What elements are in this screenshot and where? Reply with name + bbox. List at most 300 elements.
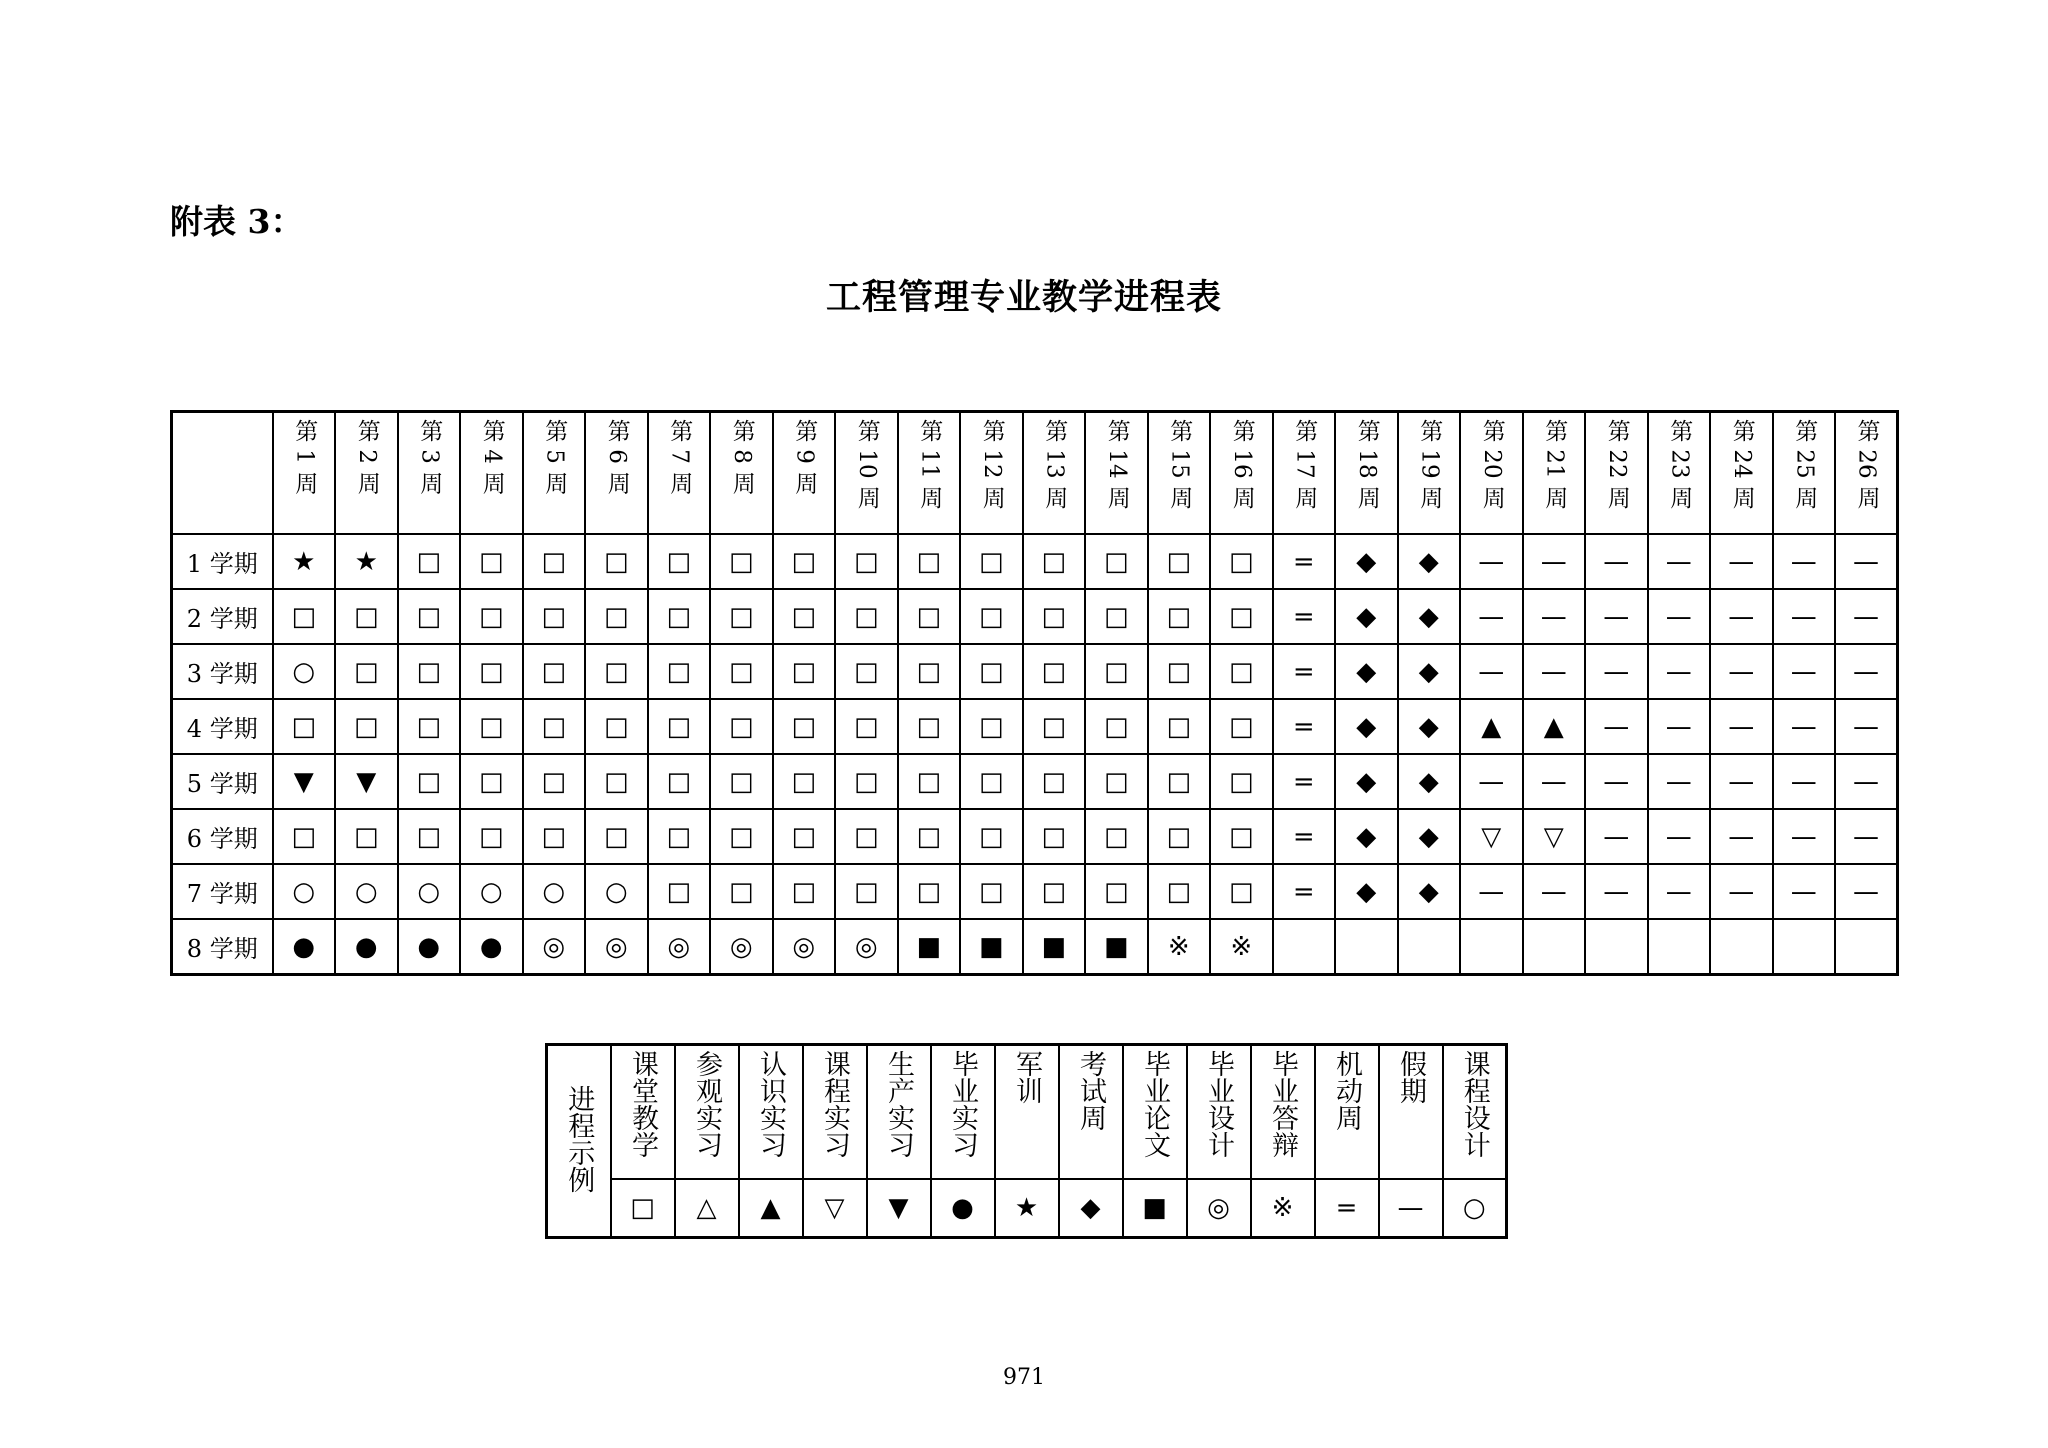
schedule-cell: □ [710, 864, 773, 919]
week-label: 第 17 周 [1291, 419, 1318, 509]
schedule-cell: □ [1210, 864, 1273, 919]
schedule-cell: — [1648, 644, 1711, 699]
schedule-cell: □ [585, 644, 648, 699]
schedule-cell: ▲ [1523, 699, 1586, 754]
schedule-cell: — [1523, 644, 1586, 699]
week-label: 第 6 周 [603, 419, 630, 495]
schedule-cell: ◆ [1335, 864, 1398, 919]
week-label: 第 20 周 [1478, 419, 1505, 509]
schedule-cell: □ [1085, 809, 1148, 864]
schedule-cell: ○ [273, 864, 336, 919]
semester-row [172, 754, 1898, 809]
legend-label-row [547, 1045, 1507, 1180]
schedule-cell: □ [585, 589, 648, 644]
schedule-cell: = [1273, 589, 1336, 644]
semester-row [172, 864, 1898, 919]
teaching-schedule-table [170, 410, 1899, 976]
week-header-cell [1335, 412, 1398, 535]
week-header-cell [1210, 412, 1273, 535]
schedule-cell: = [1273, 809, 1336, 864]
legend-label-cell [803, 1045, 867, 1180]
semester-row [172, 919, 1898, 975]
week-header-cell [1023, 412, 1086, 535]
legend-symbol: ■ [1123, 1179, 1187, 1238]
schedule-cell: □ [398, 644, 461, 699]
schedule-cell: □ [523, 534, 586, 589]
page-number: 971 [1003, 1365, 1045, 1390]
legend-label: 毕业答辩 [1267, 1050, 1299, 1158]
schedule-cell: — [1648, 699, 1711, 754]
week-header-cell [460, 412, 523, 535]
schedule-cell: □ [1085, 589, 1148, 644]
schedule-cell: □ [898, 699, 961, 754]
semester-label: 3 学期 [172, 644, 273, 699]
schedule-cell: □ [960, 864, 1023, 919]
schedule-cell: ◎ [835, 919, 898, 975]
schedule-cell: □ [648, 589, 711, 644]
schedule-cell: □ [960, 809, 1023, 864]
schedule-cell: — [1523, 589, 1586, 644]
schedule-cell: □ [710, 644, 773, 699]
schedule-cell: □ [835, 864, 898, 919]
schedule-cell: ※ [1148, 919, 1211, 975]
schedule-cell: — [1460, 644, 1523, 699]
week-label: 第 23 周 [1666, 419, 1693, 509]
schedule-cell: ◆ [1335, 754, 1398, 809]
schedule-cell: ◆ [1398, 809, 1461, 864]
schedule-cell: □ [960, 699, 1023, 754]
schedule-cell: ▼ [273, 754, 336, 809]
semester-row [172, 534, 1898, 589]
schedule-cell: ◆ [1335, 644, 1398, 699]
legend-label: 课程设计 [1458, 1050, 1490, 1158]
schedule-cell: ★ [335, 534, 398, 589]
schedule-cell: ○ [523, 864, 586, 919]
schedule-cell: □ [1210, 809, 1273, 864]
legend-heading: 进程示例 [563, 1085, 595, 1193]
legend-symbol: — [1379, 1179, 1443, 1238]
schedule-cell: □ [898, 864, 961, 919]
schedule-cell: ◆ [1398, 864, 1461, 919]
schedule-cell: ○ [273, 644, 336, 699]
schedule-cell: □ [335, 699, 398, 754]
schedule-cell: □ [273, 699, 336, 754]
schedule-cell: ● [273, 919, 336, 975]
schedule-cell: □ [460, 699, 523, 754]
schedule-cell: = [1273, 534, 1336, 589]
week-header-cell [1085, 412, 1148, 535]
legend-label: 考试周 [1075, 1050, 1107, 1131]
schedule-cell [1460, 919, 1523, 975]
schedule-cell: — [1523, 864, 1586, 919]
legend-symbol: ▲ [739, 1179, 803, 1238]
legend-symbol: ▽ [803, 1179, 867, 1238]
schedule-cell: — [1585, 644, 1648, 699]
schedule-cell: = [1273, 644, 1336, 699]
week-label: 第 13 周 [1041, 419, 1068, 509]
legend-symbol: ◆ [1059, 1179, 1123, 1238]
schedule-cell: — [1773, 754, 1836, 809]
schedule-cell: □ [398, 699, 461, 754]
week-label: 第 14 周 [1103, 419, 1130, 509]
schedule-cell: □ [1210, 644, 1273, 699]
legend-label: 参观实习 [691, 1050, 723, 1158]
legend-symbol: ※ [1251, 1179, 1315, 1238]
corner-cell [172, 412, 273, 535]
schedule-cell: □ [773, 809, 836, 864]
schedule-cell: □ [1148, 699, 1211, 754]
schedule-cell: □ [710, 534, 773, 589]
schedule-cell: — [1773, 589, 1836, 644]
document-title: 工程管理专业教学进程表 [825, 277, 1222, 318]
schedule-cell: □ [773, 864, 836, 919]
schedule-cell: ▲ [1460, 699, 1523, 754]
week-label: 第 21 周 [1541, 419, 1568, 509]
schedule-cell: ● [398, 919, 461, 975]
schedule-cell: ※ [1210, 919, 1273, 975]
schedule-cell: □ [1085, 644, 1148, 699]
legend-label-cell [867, 1045, 931, 1180]
schedule-cell [1648, 919, 1711, 975]
legend-label: 机动周 [1331, 1050, 1363, 1131]
schedule-cell: ◆ [1398, 699, 1461, 754]
schedule-cell: — [1835, 699, 1898, 754]
schedule-cell: □ [1085, 534, 1148, 589]
schedule-cell: □ [523, 699, 586, 754]
schedule-cell: □ [585, 699, 648, 754]
schedule-cell [1710, 919, 1773, 975]
schedule-cell: □ [1210, 699, 1273, 754]
schedule-cell: ○ [585, 864, 648, 919]
legend-label-cell [931, 1045, 995, 1180]
legend-symbol-row [547, 1179, 1507, 1238]
schedule-cell: — [1835, 864, 1898, 919]
schedule-cell: ◆ [1398, 534, 1461, 589]
schedule-cell: □ [460, 534, 523, 589]
schedule-cell: ★ [273, 534, 336, 589]
semester-label: 1 学期 [172, 534, 273, 589]
schedule-cell: ◆ [1335, 699, 1398, 754]
legend-label-cell [1315, 1045, 1379, 1180]
schedule-cell: □ [710, 699, 773, 754]
week-label: 第 12 周 [978, 419, 1005, 509]
schedule-cell: ◎ [523, 919, 586, 975]
schedule-cell: — [1523, 534, 1586, 589]
week-header-cell [773, 412, 836, 535]
legend-label: 课程实习 [819, 1050, 851, 1158]
week-label: 第 15 周 [1166, 419, 1193, 509]
schedule-cell: — [1585, 864, 1648, 919]
schedule-cell: — [1710, 864, 1773, 919]
schedule-cell: ● [460, 919, 523, 975]
legend-symbol: △ [675, 1179, 739, 1238]
schedule-cell: □ [648, 699, 711, 754]
week-header-cell [1648, 412, 1711, 535]
schedule-cell: — [1460, 864, 1523, 919]
schedule-cell: □ [960, 644, 1023, 699]
legend-label: 军训 [1011, 1050, 1043, 1104]
schedule-cell: — [1835, 644, 1898, 699]
schedule-cell: ■ [1085, 919, 1148, 975]
schedule-cell: = [1273, 699, 1336, 754]
week-label: 第 5 周 [541, 419, 568, 495]
schedule-cell: — [1710, 589, 1773, 644]
schedule-cell: □ [523, 754, 586, 809]
legend-label-cell [1443, 1045, 1507, 1180]
schedule-cell: □ [1210, 754, 1273, 809]
schedule-cell: □ [710, 589, 773, 644]
schedule-cell: □ [1148, 589, 1211, 644]
schedule-cell: — [1648, 534, 1711, 589]
schedule-cell: □ [898, 754, 961, 809]
week-header-cell [960, 412, 1023, 535]
schedule-cell: □ [1085, 864, 1148, 919]
schedule-cell: □ [960, 534, 1023, 589]
legend-label-cell [1059, 1045, 1123, 1180]
week-header-cell [710, 412, 773, 535]
schedule-cell: — [1585, 534, 1648, 589]
legend-symbol: □ [611, 1179, 675, 1238]
schedule-cell: ◎ [710, 919, 773, 975]
week-header-cell [1585, 412, 1648, 535]
week-label: 第 7 周 [666, 419, 693, 495]
schedule-cell: □ [335, 589, 398, 644]
semester-label: 2 学期 [172, 589, 273, 644]
schedule-cell [1835, 919, 1898, 975]
week-header-cell [1148, 412, 1211, 535]
schedule-cell: □ [835, 534, 898, 589]
week-label: 第 24 周 [1728, 419, 1755, 509]
schedule-cell: — [1710, 644, 1773, 699]
schedule-cell: □ [1023, 699, 1086, 754]
schedule-cell: □ [773, 589, 836, 644]
schedule-cell: — [1585, 699, 1648, 754]
schedule-cell: □ [648, 644, 711, 699]
schedule-cell: □ [1148, 754, 1211, 809]
week-header-cell [523, 412, 586, 535]
schedule-cell: □ [898, 534, 961, 589]
legend-table [545, 1043, 1508, 1239]
semester-label: 5 学期 [172, 754, 273, 809]
week-header-cell [585, 412, 648, 535]
schedule-cell: ▽ [1523, 809, 1586, 864]
schedule-cell: ■ [898, 919, 961, 975]
legend-label-cell [1187, 1045, 1251, 1180]
schedule-cell: □ [335, 644, 398, 699]
schedule-cell: □ [523, 644, 586, 699]
legend-symbol: = [1315, 1179, 1379, 1238]
schedule-cell: □ [898, 644, 961, 699]
legend-label: 假期 [1395, 1050, 1427, 1104]
schedule-cell: □ [1023, 754, 1086, 809]
schedule-cell: □ [835, 699, 898, 754]
schedule-cell: □ [398, 534, 461, 589]
legend-label-cell [1379, 1045, 1443, 1180]
schedule-cell: — [1710, 534, 1773, 589]
schedule-cell: — [1460, 534, 1523, 589]
schedule-cell: □ [273, 809, 336, 864]
schedule-cell: □ [460, 809, 523, 864]
schedule-cell: — [1710, 754, 1773, 809]
schedule-cell: ◆ [1398, 644, 1461, 699]
week-header-cell [835, 412, 898, 535]
schedule-cell: □ [585, 534, 648, 589]
schedule-cell: □ [460, 589, 523, 644]
schedule-cell: — [1773, 809, 1836, 864]
week-header-cell [398, 412, 461, 535]
schedule-cell: □ [960, 589, 1023, 644]
schedule-cell: □ [1085, 754, 1148, 809]
week-header-cell [648, 412, 711, 535]
week-header-cell [1773, 412, 1836, 535]
semester-row [172, 699, 1898, 754]
schedule-cell: ◆ [1335, 809, 1398, 864]
schedule-cell: □ [1210, 534, 1273, 589]
schedule-cell: □ [1148, 644, 1211, 699]
schedule-cell: — [1835, 534, 1898, 589]
week-label: 第 16 周 [1228, 419, 1255, 509]
schedule-cell: □ [398, 809, 461, 864]
schedule-cell: — [1773, 864, 1836, 919]
schedule-cell [1398, 919, 1461, 975]
schedule-cell: — [1648, 589, 1711, 644]
legend-label: 毕业实习 [947, 1050, 979, 1158]
semester-row [172, 589, 1898, 644]
schedule-cell: □ [1023, 644, 1086, 699]
schedule-cell: ◎ [585, 919, 648, 975]
schedule-cell: — [1648, 864, 1711, 919]
week-label: 第 10 周 [853, 419, 880, 509]
legend-label-cell [1251, 1045, 1315, 1180]
week-header-cell [898, 412, 961, 535]
schedule-cell: □ [835, 754, 898, 809]
week-label: 第 19 周 [1416, 419, 1443, 509]
schedule-cell: ◆ [1335, 589, 1398, 644]
schedule-cell [1585, 919, 1648, 975]
schedule-cell: ◎ [648, 919, 711, 975]
schedule-cell: ○ [398, 864, 461, 919]
schedule-cell: □ [648, 864, 711, 919]
schedule-cell: □ [335, 809, 398, 864]
week-label: 第 4 周 [478, 419, 505, 495]
legend-label: 毕业论文 [1139, 1050, 1171, 1158]
legend-symbol: ◎ [1187, 1179, 1251, 1238]
schedule-cell: — [1460, 589, 1523, 644]
week-header-row [172, 412, 1898, 535]
week-header-cell [1460, 412, 1523, 535]
schedule-cell: — [1648, 754, 1711, 809]
schedule-cell: □ [648, 809, 711, 864]
schedule-cell: □ [1085, 699, 1148, 754]
schedule-cell: — [1773, 699, 1836, 754]
legend-label: 认识实习 [755, 1050, 787, 1158]
schedule-cell: □ [835, 644, 898, 699]
schedule-cell: □ [1023, 534, 1086, 589]
semester-label: 8 学期 [172, 919, 273, 975]
schedule-cell: □ [523, 589, 586, 644]
legend-label-cell [611, 1045, 675, 1180]
schedule-cell: □ [960, 754, 1023, 809]
legend-symbol: ★ [995, 1179, 1059, 1238]
schedule-cell: — [1585, 809, 1648, 864]
schedule-cell: ▽ [1460, 809, 1523, 864]
week-header-cell [335, 412, 398, 535]
schedule-cell: — [1773, 644, 1836, 699]
schedule-cell: □ [1023, 809, 1086, 864]
legend-label-cell [1123, 1045, 1187, 1180]
schedule-cell: ◆ [1335, 534, 1398, 589]
week-header-cell [1835, 412, 1898, 535]
schedule-cell: ○ [460, 864, 523, 919]
schedule-cell: □ [773, 699, 836, 754]
schedule-cell: □ [898, 589, 961, 644]
schedule-cell: □ [460, 754, 523, 809]
legend-label-cell [739, 1045, 803, 1180]
schedule-cell: — [1585, 589, 1648, 644]
legend-label: 课堂教学 [627, 1050, 659, 1158]
schedule-cell: □ [585, 754, 648, 809]
week-header-cell [273, 412, 336, 535]
week-label: 第 8 周 [728, 419, 755, 495]
legend-symbol: ▼ [867, 1179, 931, 1238]
schedule-cell: □ [835, 809, 898, 864]
week-header-cell [1273, 412, 1336, 535]
week-label: 第 22 周 [1603, 419, 1630, 509]
schedule-cell: ■ [960, 919, 1023, 975]
schedule-cell: = [1273, 864, 1336, 919]
legend-label: 生产实习 [883, 1050, 915, 1158]
semester-label: 6 学期 [172, 809, 273, 864]
schedule-cell: ▼ [335, 754, 398, 809]
schedule-cell: ■ [1023, 919, 1086, 975]
legend-heading-cell [547, 1045, 611, 1238]
schedule-cell: — [1773, 534, 1836, 589]
schedule-cell: □ [585, 809, 648, 864]
schedule-cell: □ [1148, 534, 1211, 589]
schedule-cell: ◆ [1398, 589, 1461, 644]
schedule-cell: — [1585, 754, 1648, 809]
semester-row [172, 644, 1898, 699]
week-label: 第 18 周 [1353, 419, 1380, 509]
schedule-cell: □ [273, 589, 336, 644]
week-label: 第 3 周 [416, 419, 443, 495]
schedule-cell: — [1710, 699, 1773, 754]
legend-label: 毕业设计 [1203, 1050, 1235, 1158]
schedule-cell: □ [773, 644, 836, 699]
week-label: 第 2 周 [353, 419, 380, 495]
schedule-cell: □ [835, 589, 898, 644]
schedule-cell [1773, 919, 1836, 975]
schedule-cell: □ [1023, 589, 1086, 644]
schedule-cell: — [1835, 589, 1898, 644]
semester-row [172, 809, 1898, 864]
schedule-cell [1523, 919, 1586, 975]
schedule-cell: □ [773, 754, 836, 809]
week-label: 第 25 周 [1791, 419, 1818, 509]
legend-symbol: ● [931, 1179, 995, 1238]
schedule-cell: □ [398, 754, 461, 809]
schedule-cell: ◎ [773, 919, 836, 975]
week-label: 第 26 周 [1853, 419, 1880, 509]
schedule-cell: □ [1148, 809, 1211, 864]
schedule-cell: — [1835, 809, 1898, 864]
semester-label: 4 学期 [172, 699, 273, 754]
schedule-cell: — [1523, 754, 1586, 809]
semester-label: 7 学期 [172, 864, 273, 919]
schedule-cell: — [1835, 754, 1898, 809]
week-label: 第 11 周 [916, 419, 943, 509]
schedule-cell: — [1710, 809, 1773, 864]
